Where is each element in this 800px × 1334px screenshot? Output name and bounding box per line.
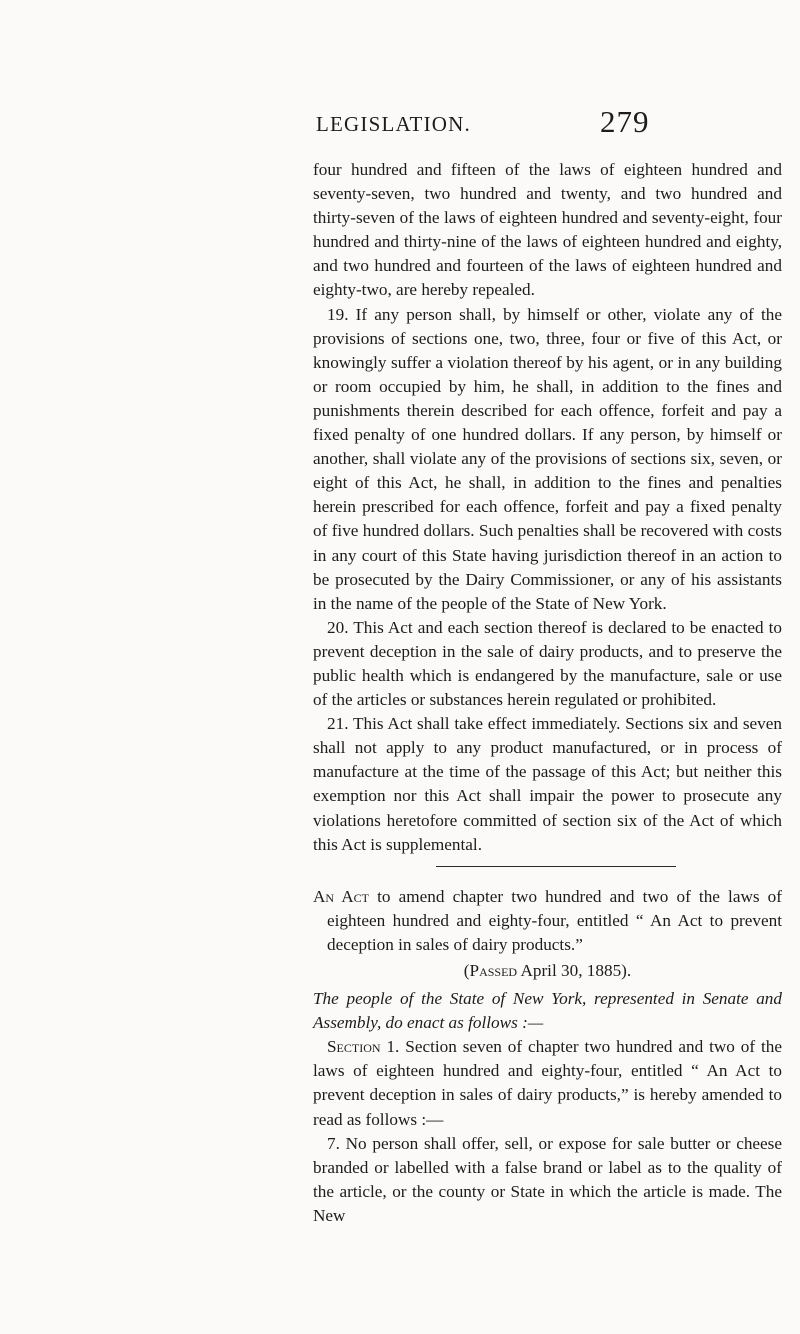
text-column: [313, 158, 782, 1228]
section-1-text: 1. Section seven of chapter two hundred and two of the laws of eighteen hundred and eighty-four, entitled “ An Act to prevent deception in sales of dairy products,” is hereby amended to read as follows :—: [313, 1037, 782, 1129]
paragraph-section-7: 7. No person shall offer, sell, or expose for sale butter or cheese branded or labelled with a false brand or label as to the quality of the article, or the county or State in which the article is made. The New: [313, 1133, 782, 1225]
enacting-clause: The people of the State of New York, represented in Senate and Assembly, do enact as follows :—: [313, 989, 782, 1033]
running-head: [316, 104, 676, 148]
paragraph-section-21: 21. This Act shall take effect immediately. Sections six and seven shall not apply to any product manufactured, or in process of manufacture at the time of the passage of this Act; but neither this exemption nor this Act shall impair the power to prosecute any violations heretofore committed of section six of the Act of which this Act is supplemental.: [313, 714, 782, 854]
act-title-text: to amend chapter two hundred and two of the laws of eighteen hundred and eighty-four, entitled “ An Act to prevent deception in sales of dairy products.”: [327, 886, 782, 954]
paragraph-continuation: four hundred and fifteen of the laws of eighteen hundred and seventy-seven, two hundred and twenty, and two hundred and thirty-seven of the laws of eighteen hundred and seventy-eight, four hundred and thirty-nine of the laws of eighteen hundred and eighty, and two hundred and fourteen of the laws of eighteen hundred and eighty-two, are hereby repealed.: [313, 160, 782, 300]
act-title: [313, 885, 782, 957]
page-number: 279: [600, 104, 650, 139]
act-title-lead: An Act: [313, 886, 370, 906]
passed-lead: (Passed: [463, 961, 518, 980]
section-lead: Section: [327, 1037, 381, 1057]
paragraph-section-19: 19. If any person shall, by himself or other, violate any of the provisions of sections one, two, three, four or five of this Act, or knowingly suffer a violation thereof by his agent, or in any building or room occupied by him, he shall, in addition to the fines and punishments therein described for each offence, forfeit and pay a fixed penalty of one hundred dollars. If any person, by himself or another, shall violate any of the provisions of sections six, seven, or eight of this Act, he shall, in addition to the fines and penalties herein prescribed for each offence, forfeit and pay a fixed penalty of five hundred dollars. Such penalties shall be recovered with costs in any court of this State having jurisdiction thereof in an action to be prosecuted by the Dairy Commissioner, or any of his assistants in the name of the people of the State of New York.: [313, 304, 782, 613]
section-divider-rule: [436, 866, 676, 867]
running-title: LEGISLATION.: [316, 112, 471, 136]
passed-text: April 30, 1885).: [517, 961, 632, 980]
paragraph-section-1: [313, 1035, 782, 1131]
paragraph-section-20: 20. This Act and each section thereof is declared to be enacted to prevent deception in the sale of dairy products, and to preserve the public health which is endangered by the manufacture, sale or use of the articles or substances herein regulated or prohibited.: [313, 617, 782, 710]
passed-date: [313, 959, 782, 983]
